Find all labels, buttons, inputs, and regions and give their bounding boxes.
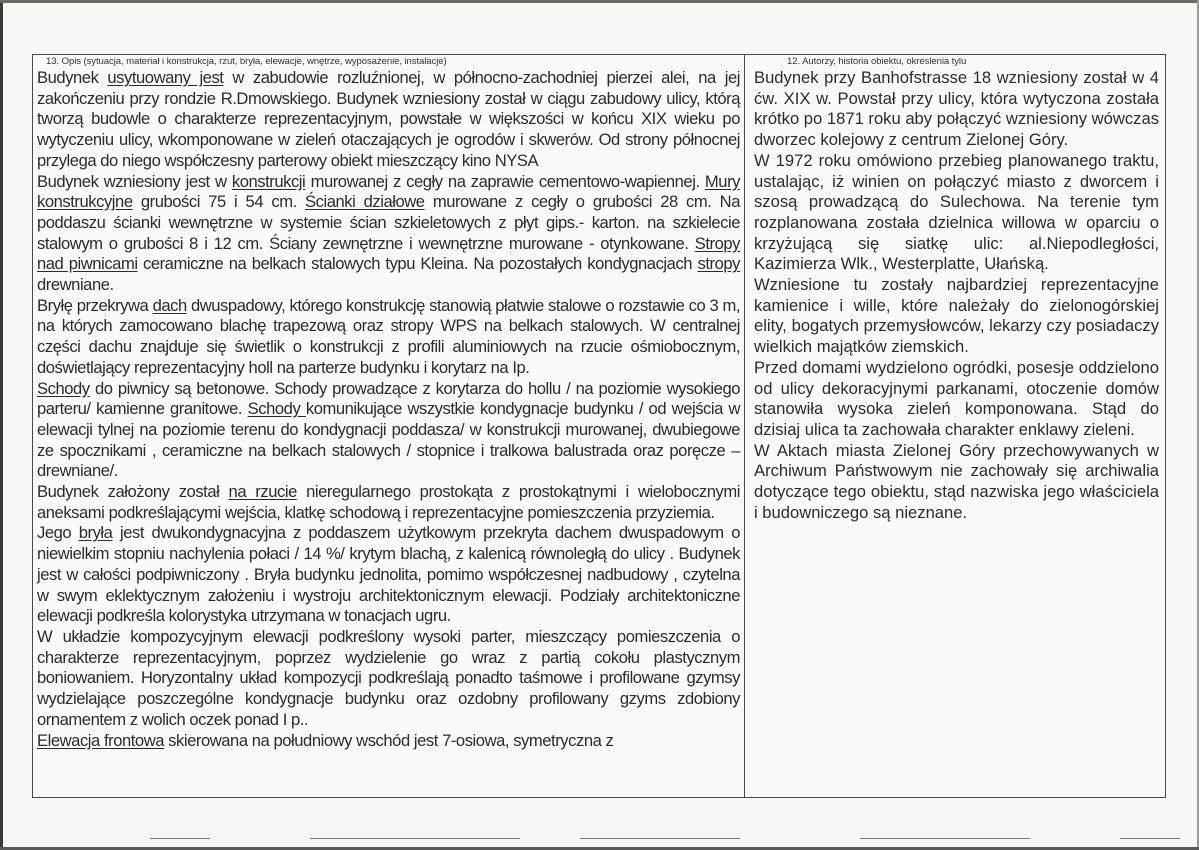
text-run: Jego [37,523,79,543]
description-column [33,55,745,797]
scan-edge-left [0,0,3,850]
underlined-term: Schody [37,378,90,398]
text-run: dwuspadowy, którego konstrukcję stanowią płatwie stalowe o rozstawie co 3 m, na których zamocowano blachę trapezową oraz stropy WPS na belkach stalowych. W centralnej części dachu znajduje się świetlik o konstrukcji z profili aluminiowych na rzucie ośmiobocznym, doświetlający reprezentacyjny holl na parterze budynku i korytarz na Ip. [37,295,740,377]
underlined-term: Mury konstrukcyjne [37,171,740,212]
description-field-label: 13. Opis (sytuacja, materiał i konstrukcja, rzut, bryła, elewacje, wnętrze, wyposażenie, instalacje) [46,56,447,67]
description-paragraph [37,379,740,483]
text-run: Budynek wzniesiony jest w [37,171,232,191]
history-paragraph: Budynek przy Banhofstrasse 18 wzniesiony został w 4 ćw. XIX w. Powstał przy ulicy, która wytyczona została krótko po 1871 roku aby połączyć wzniesiony wówczas dworzec kolejowy z centrum Zielonej Góry. [754,68,1159,150]
underlined-term: usytuowany jest [107,68,224,87]
text-run: grubości 75 i 54 cm. [132,192,305,212]
underlined-term: dach [152,295,187,315]
scan-edge-top [0,0,1199,3]
history-text [754,68,1159,523]
description-paragraph [37,482,740,523]
underlined-term: Stropy nad piwnicami [37,233,740,274]
underlined-term: Ścianki działowe [305,192,425,212]
text-run: Budynek [37,68,108,87]
description-paragraph [37,627,740,731]
history-column [745,55,1165,797]
description-paragraph [37,172,740,296]
description-paragraph [37,731,740,752]
text-run: jest dwukondygnacyjna z poddaszem użytkowym przekryta dachem dwuspadowym o niewielkim stopniu nachylenia połaci / 14 %/ krytym blachą, z kalenicą równoległą do ulicy . Budynek jest w całości podpiwniczony . Bryła budynku jednolita, pomimo współczesnej nadbudowy , czytelna w swym eklektycznym założeniu i wystroju architektonicznym elewacji. Podziały architektoniczne elewacji podkreśla kolorystyka utrzymana w tonacjach ugru. [37,523,740,626]
description-paragraph [37,68,740,172]
text-run: do piwnicy są betonowe. Schody prowadzące z korytarza do hollu / na poziomie wysokiego parteru/ kamienne granitowe. [37,378,740,419]
text-run: murowane z cegły o grubości 28 cm. Na poddaszu ścianki wewnętrzne w systemie ścian szkieletowych z płyt gips.- karton. na szkielecie stalowym o grubości 8 i 12 cm. Ściany zewnętrzne i wewnętrzne murowane - otynkowane. [37,192,740,253]
underlined-term: Schody [247,399,306,419]
text-run: drewniane. [37,275,114,295]
text-run: Budynek założony został [37,482,229,502]
description-text [37,68,740,751]
text-run: nieregularnego prostokąta z prostokątnymi i wielobocznymi aneksami podkreślającymi wejścia, klatkę schodową i reprezentacyjne pomieszczenia przyziemia. [37,482,741,522]
text-run: murowanej z cegły na zaprawie cementowo-wapiennej. [305,171,705,191]
history-paragraph: Przed domami wydzielono ogródki, posesje oddzielono od ulicy dekoracyjnymi parkanami, otoczenie domów stanowiła wysoka zieleń komponowana. Stąd do dzisiaj ulica ta zachowała charakter enklawy zieleni. [754,357,1159,439]
underlined-term: stropy [697,254,740,274]
text-run: komunikujące wszystkie kondygnacje budynku / od wejścia w elewacji tylnej na poziomie terenu do kondygnacji poddasza/ w konstrukcji murowanej, dwubiegowe ze spocznikami , ceramiczne na belkach stalowych / stopnice i tralkowa balustrada oraz poręcze – drewniane/. [37,399,740,481]
history-field-label: 12. Autorzy, historia obiektu, okreslenia tylu [787,56,967,67]
text-run: w zabudowie rozluźnionej, w północno-zachodniej pierzei alei, na jej zakończeniu przy rondzie R.Dmowskiego. Budynek wzniesiony został w ciągu zabudowy ulicy, którą tworzą budowle o charakterze reprezentacyjnym, powstałe w większości w końcu XIX wieku po wytyczeniu ulicy, wkomponowane w zieleń otaczających je ogrodów i skwerów. Od strony północnej przylega do niego współczesny parterowy obiekt mieszczący kino NYSA [37,68,740,170]
description-paragraph [37,523,740,627]
scan-artifacts [150,838,1199,842]
underlined-term: bryła [78,523,113,543]
history-paragraph: W Aktach miasta Zielonej Góry przechowywanych w Archiwum Państwowym nie zachowały się archiwalia dotyczące tego obiektu, stąd nazwiska jego właściciela i budowniczego są nieznane. [754,440,1159,522]
history-paragraph: Wzniesione tu zostały najbardziej reprezentacyjne kamienice i wille, które należały do zielonogórskiej elity, bogatych przemysłowców, lekarzy czy posiadaczy wielkich majątków ziemskich. [754,275,1159,357]
underlined-term: konstrukcji [231,171,306,191]
history-paragraph: W 1972 roku omówiono przebieg planowanego traktu, ustalając, iż winien on połączyć miasto z dworcem i szosą prowadzącą do Sulechowa. Na terenie tym rozplanowana została dzielnica willowa w oparciu o krzyżującą się siatkę ulic: al.Niepodległości, Kazimierza Wlk., Westerplatte, Ułańską. [754,150,1159,274]
text-run: skierowana na południowy wschód jest 7-osiowa, symetryczna z [164,730,614,750]
underlined-term: na rzucie [228,482,297,502]
description-paragraph [37,296,740,379]
record-sheet-table [32,54,1166,798]
text-run: Bryłę przekrywa [37,295,153,315]
text-run: ceramiczne na belkach stalowych typu Kleina. Na pozostałych kondygnacjach [137,254,698,274]
underlined-term: Elewacja frontowa [37,730,165,750]
text-run: W układzie kompozycyjnym elewacji podkreślony wysoki parter, mieszczący pomieszczenia o charakterze reprezentacyjnym, poprzez wydzielenie go wraz z partią cokołu plastycznym boniowaniem. Horyzontalny układ kompozycji podkreślają ponadto taśmowe i profilowane gzymsy wydzielające poszczególne kondygnacje budynku oraz ozdobny profilowany gzyms zdobiony ornamentem z wolich oczek ponad I p.. [37,626,740,729]
